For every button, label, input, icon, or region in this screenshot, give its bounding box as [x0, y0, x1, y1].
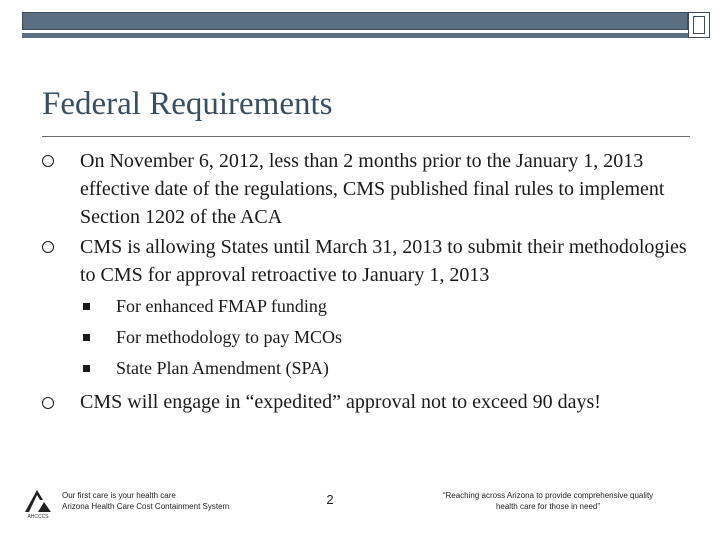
square-bullet-icon — [83, 303, 90, 310]
bullet-text: CMS is allowing States until March 31, 2013 to submit their methodologies to CMS for approval retroactive to January 1, 2013 — [80, 236, 687, 286]
page-number: 2 — [326, 492, 334, 507]
sub-bullet-text: State Plan Amendment (SPA) — [116, 358, 329, 378]
bullet-text: CMS will engage in “expedited” approval not to exceed 90 days! — [80, 391, 601, 413]
header-bar — [22, 12, 688, 30]
sub-bullet-text: For enhanced FMAP funding — [116, 296, 327, 316]
footer-quote — [408, 490, 688, 512]
square-bullet-icon — [83, 365, 90, 372]
footer-quote-line: “Reaching across Arizona to provide comprehensive quality — [442, 491, 654, 500]
bullet-text: On November 6, 2012, less than 2 months prior to the January 1, 2013 effective date of the regulations, CMS published final rules to implement Section 1202 of the ACA — [80, 150, 665, 228]
slide-title: Federal Requirements — [42, 86, 333, 122]
square-bullet-icon — [83, 334, 90, 341]
corner-box-inner — [693, 16, 705, 34]
hollow-circle-bullet-icon — [42, 155, 54, 167]
footer-tagline-line: Our first care is your health care — [62, 491, 176, 500]
header-stripe — [22, 33, 688, 38]
footer-quote-line: health care for those in need” — [495, 502, 601, 511]
hollow-circle-bullet-icon — [42, 397, 54, 409]
footer-tagline-line: Arizona Health Care Cost Containment System — [62, 502, 230, 511]
logo-caption: AHCCCS — [27, 514, 49, 520]
corner-box-decoration — [688, 12, 710, 38]
sub-bullet-text: For methodology to pay MCOs — [116, 327, 343, 347]
hollow-circle-bullet-icon — [42, 241, 54, 253]
title-divider — [42, 136, 690, 137]
footer-tagline — [62, 490, 229, 512]
